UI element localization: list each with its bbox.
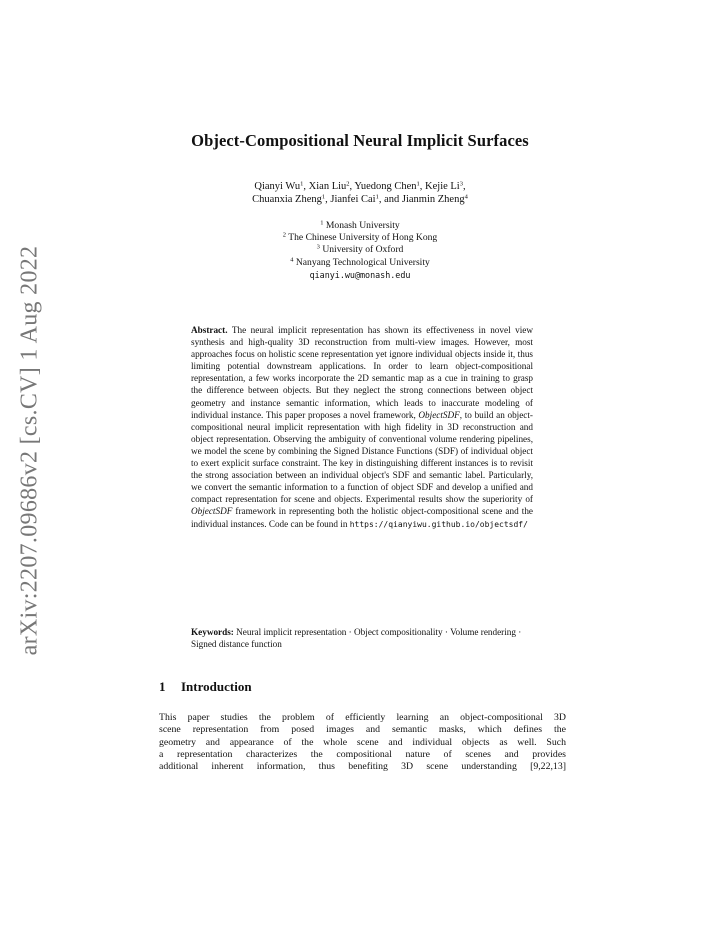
author-sup: 4 <box>464 193 468 201</box>
author: Kejie Li <box>425 181 460 192</box>
author-sup: 1 <box>375 193 379 201</box>
affiliation-sup: 2 <box>282 231 287 239</box>
author-sep: , and <box>378 194 402 205</box>
author-sup: 3 <box>459 180 463 188</box>
author: Yuedong Chen <box>354 181 417 192</box>
abstract-label: Abstract. <box>191 325 228 335</box>
introduction-paragraph <box>159 712 566 773</box>
abstract-text: The neural implicit representation has shown its effectiveness in novel view synthesis and high-quality 3D reconstruction from multi-view images. However, most approaches focus on holistic scene representation yet ignore individual objects inside it, thus limiting potential downstream applications. In order to learn object-compositional representation, a few works incorporate the 2D semantic map as a cue in training to grasp the difference between objects. But they neglect the strong connections between object geometry and instance semantic information, which leads to inaccurate modeling of individual instance. This paper proposes a novel framework, <box>191 325 533 420</box>
affiliation <box>0 220 720 232</box>
affiliation-sup: 4 <box>290 256 294 264</box>
author: Qianyi Wu <box>254 181 301 192</box>
section-number: 1 <box>159 679 166 694</box>
paper-title: Object-Compositional Neural Implicit Surfaces <box>191 131 529 150</box>
author-sep: , <box>462 181 466 192</box>
intro-line: a representation characterizes the compositional nature of scenes and provides <box>159 748 566 760</box>
affiliation-sup: 1 <box>320 219 324 227</box>
section-title: Introduction <box>181 679 252 694</box>
author: Xian Liu <box>308 181 347 192</box>
arxiv-identifier: arXiv:2207.09686v2 [cs.CV] 1 Aug 2022 <box>16 245 43 655</box>
affiliation-name: University of Oxford <box>322 244 404 256</box>
keywords-label: Keywords: <box>191 627 234 637</box>
author-line-2 <box>0 193 720 206</box>
author-sep: , <box>419 181 426 192</box>
author-email[interactable]: qianyi.wu@monash.edu <box>309 269 411 280</box>
author-list <box>0 180 720 206</box>
intro-line: scene representation from posed images and semantic masks, which defines the <box>159 724 566 736</box>
affiliation-name: The Chinese University of Hong Kong <box>288 232 438 244</box>
author-sep: , <box>349 181 355 192</box>
section-heading <box>159 679 252 695</box>
affiliation <box>0 232 720 244</box>
abstract-emphasis: ObjectSDF <box>418 409 460 420</box>
affiliation-sup: 3 <box>316 243 320 251</box>
author-sup: 1 <box>300 180 304 188</box>
intro-line: additional inherent information, thus benefiting 3D scene understanding [9,22,13] <box>159 761 566 773</box>
affiliation-name: Nanyang Technological University <box>295 256 430 268</box>
author-sup: 2 <box>346 180 350 188</box>
intro-line: This paper studies the problem of efficiently learning an object-compositional 3D <box>159 712 566 723</box>
author-sep: , <box>325 194 331 205</box>
affiliation <box>0 257 720 269</box>
author-line-1 <box>0 180 720 193</box>
keywords-text: Neural implicit representation · Object compositionality · Volume rendering · Signed distance function <box>191 627 522 649</box>
author: Jianmin Zheng <box>401 194 465 205</box>
author-sup: 1 <box>321 193 326 201</box>
arxiv-side-stamp <box>6 245 54 655</box>
abstract-emphasis: ObjectSDF <box>191 506 233 517</box>
author: Chuanxia Zheng <box>252 194 322 205</box>
author: Jianfei Cai <box>330 194 376 205</box>
keywords <box>191 626 533 650</box>
code-url-link[interactable]: https://qianyiwu.github.io/objectsdf/ <box>349 519 528 529</box>
abstract <box>191 324 533 531</box>
affiliation <box>0 244 720 256</box>
abstract-text: framework in representing both the holistic object-compositional scene and the individual instances. Code can be found in <box>191 506 533 529</box>
abstract-text: , to build an object-compositional neural implicit representation with high fidelity in 3D reconstruction and object representation. Observing the ambiguity of conventional volume rendering pipelines, we model the scene by combining the Signed Distance Functions (SDF) of individual object to exert explicit surface constraint. The key in distinguishing different instances is to revisit the strong association between an individual object's SDF and semantic label. Particularly, we convert the semantic information to a function of object SDF and develop a unified and compact representation for scene and objects. Experimental results show the superiority of <box>191 409 533 505</box>
affiliation-name: Monash University <box>325 220 400 231</box>
intro-line: geometry and appearance of the whole scene and individual objects as well. Such <box>159 736 566 748</box>
author-sup: 1 <box>416 180 420 188</box>
affiliation-list <box>0 220 720 281</box>
author-sep: , <box>303 181 309 192</box>
